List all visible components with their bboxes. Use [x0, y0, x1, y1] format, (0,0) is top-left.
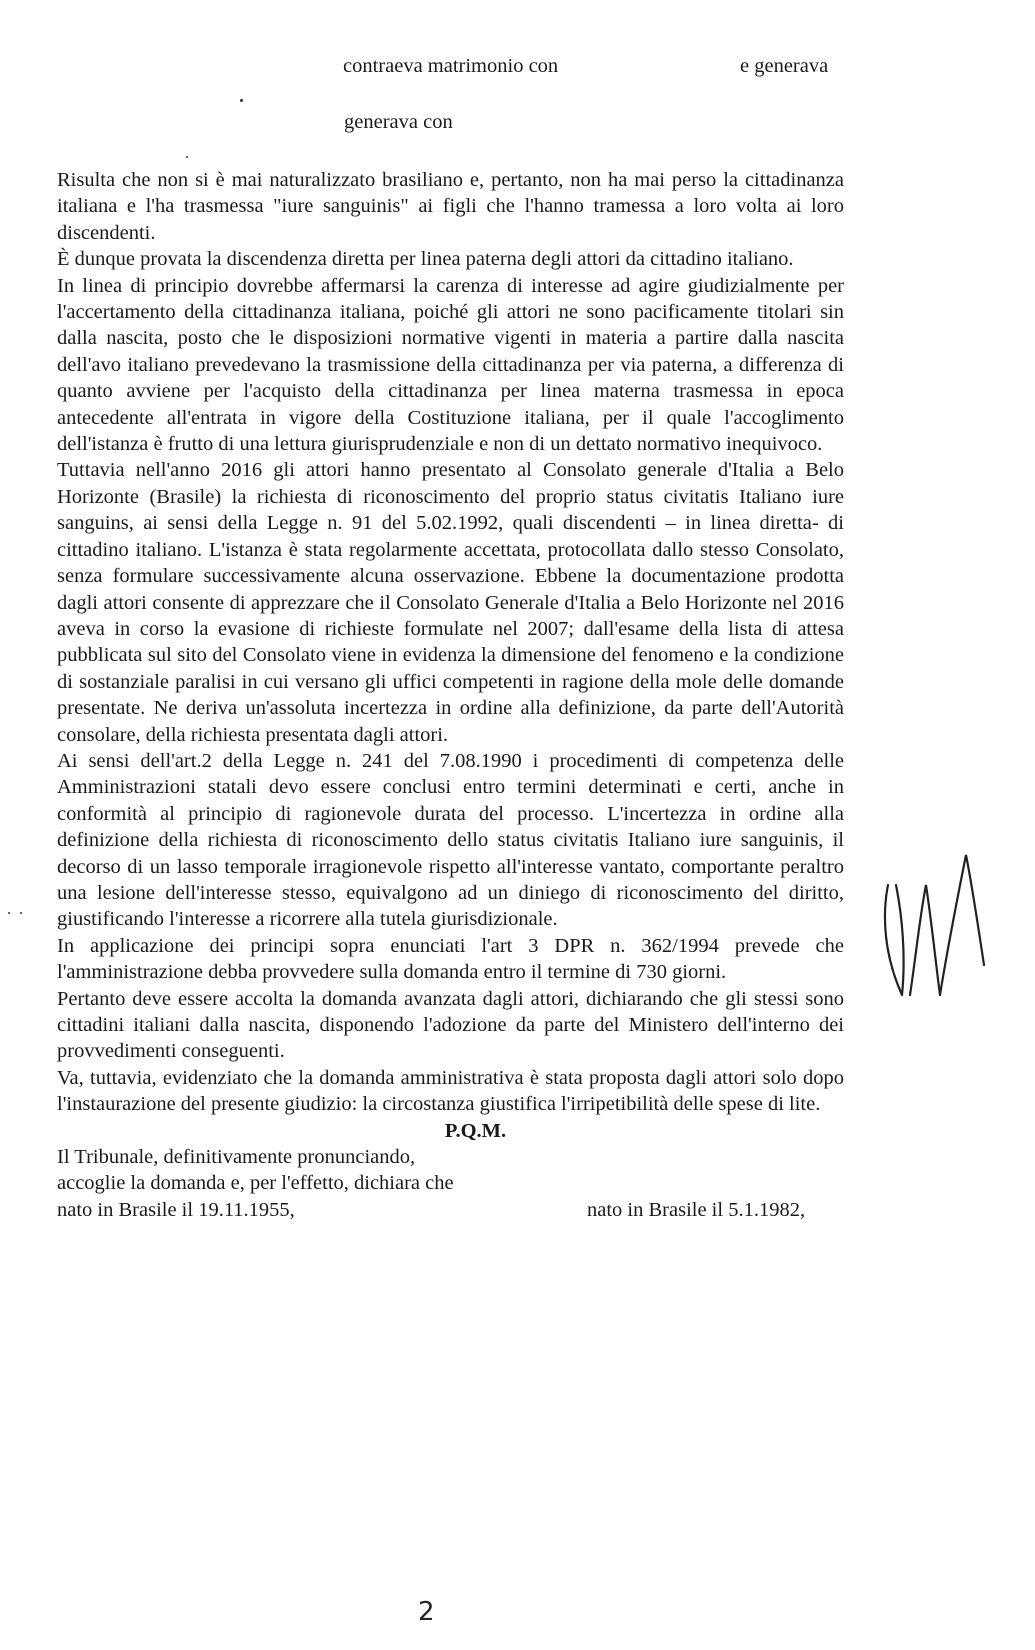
paragraph-2: È dunque provata la discendenza diretta per linea paterna degli attori da cittadino italiano. [57, 248, 794, 271]
page-number: 2 [418, 1597, 435, 1627]
paragraph-3: In linea di principio dovrebbe affermarsi la carenza di interesse ad agire giudizialmente per l'accertamento della cittadinanza italiana, poiché gli attori ne sono pacificamente titolari sin dalla nascita, posto che le disposizioni normative vigenti in materia a partire dalla nascita dell'avo italiano prevedevano la trasmissione della cittadinanza per via paterna, a differenza di quanto avviene per l'acquisto della cittadinanza per linea materna trasmessa in epoca antecedente all'entrata in vigore della Costituzione italiana, per il quale l'accoglimento dell'istanza è frutto di una lettura giurisprudenziale e non di un dettato normativo inequivoco. [57, 274, 844, 456]
document-body [57, 167, 844, 1223]
paragraph-5: Ai sensi dell'art.2 della Legge n. 241 del 7.08.1990 i procedimenti di competenza delle Amministrazioni statali devo essere conclusi entro termini determinati e certi, anche in conformità al principio di ragionevole durata del processo. L'incertezza in ordine alla definizione della richiesta di riconoscimento dello status civitatis Italiano iure sanguinis, il decorso di un lasso temporale irragionevole rispetto all'interesse vantato, comportante peraltro una lesione dell'interesse stesso, equivalgono ad un diniego di riconoscimento del diritto, giustificando l'interesse a ricorrere alla tutela giurisdizionale. [57, 749, 844, 931]
birth-left: nato in Brasile il 19.11.1955, [57, 1198, 295, 1221]
header-line-1-right: e generava [740, 55, 829, 77]
decision-line-2: accoglie la domanda e, per l'effetto, dichiara che [57, 1172, 454, 1195]
header-line-2: generava con [344, 111, 453, 133]
pqm-heading: P.Q.M. [444, 1119, 507, 1142]
scan-speck [186, 156, 188, 158]
scan-speck [240, 99, 243, 102]
decision-line-1: Il Tribunale, definitivamente pronunciando, [57, 1146, 416, 1169]
birth-right: nato in Brasile il 5.1.1982, [587, 1198, 806, 1221]
paragraph-1: Risulta che non si è mai naturalizzato brasiliano e, pertanto, non ha mai perso la cittadinanza italiana e l'ha trasmessa "iure sanguinis" ai figli che l'hanno tramessa a loro volta ai loro discendenti. [57, 169, 844, 244]
paragraph-7: Pertanto deve essere accolta la domanda avanzata dagli attori, dichiarando che gli stessi sono cittadini italiani dalla nascita, disponendo l'adozione da parte del Ministero dell'interno dei provvedimenti conseguenti. [57, 987, 844, 1063]
paragraph-4: Tuttavia nell'anno 2016 gli attori hanno presentato al Consolato generale d'Italia a Belo Horizonte (Brasile) la richiesta di riconoscimento del proprio status civitatis Italiano iure sanguins, ai sensi della Legge n. 91 del 5.02.1992, quali discendenti – in linea diretta- di cittadino italiano. L'istanza è stata regolarmente accettata, protocollata dallo stesso Consolato, senza formulare successivamente alcuna osservazione. Ebbene la documentazione prodotta dagli attori consente di apprezzare che il Consolato Generale d'Italia a Belo Horizonte nel 2016 aveva in corso la evasione di richieste formulate nel 2007; dall'esame della lista di attesa pubblicata sul sito del Consolato viene in evidenza la dimensione del fenomeno e la condizione di sostanziale paralisi in cui versano gli uffici competenti in ragione della mole delle domande presentate. Ne deriva un'assoluta incertezza in ordine alla definizione, da parte dell'Autorità consolare, della richiesta presentata dagli attori. [57, 459, 844, 746]
paragraph-6: In applicazione dei principi sopra enunciati l'art 3 DPR n. 362/1994 prevede che l'amministrazione debba provvedere sulla domanda entro il termine di 730 giorni. [57, 934, 844, 984]
scan-speck [20, 912, 22, 914]
paragraph-8: Va, tuttavia, evidenziato che la domanda amministrativa è stata proposta dagli attori solo dopo l'instaurazione del presente giudizio: la circostanza giustifica l'irripetibilità delle spese di lite. [57, 1066, 844, 1116]
header-line-1-left: contraeva matrimonio con [343, 55, 559, 77]
birth-row [57, 1197, 844, 1223]
scan-speck [8, 912, 10, 914]
signature-initials-icon [880, 845, 990, 1005]
